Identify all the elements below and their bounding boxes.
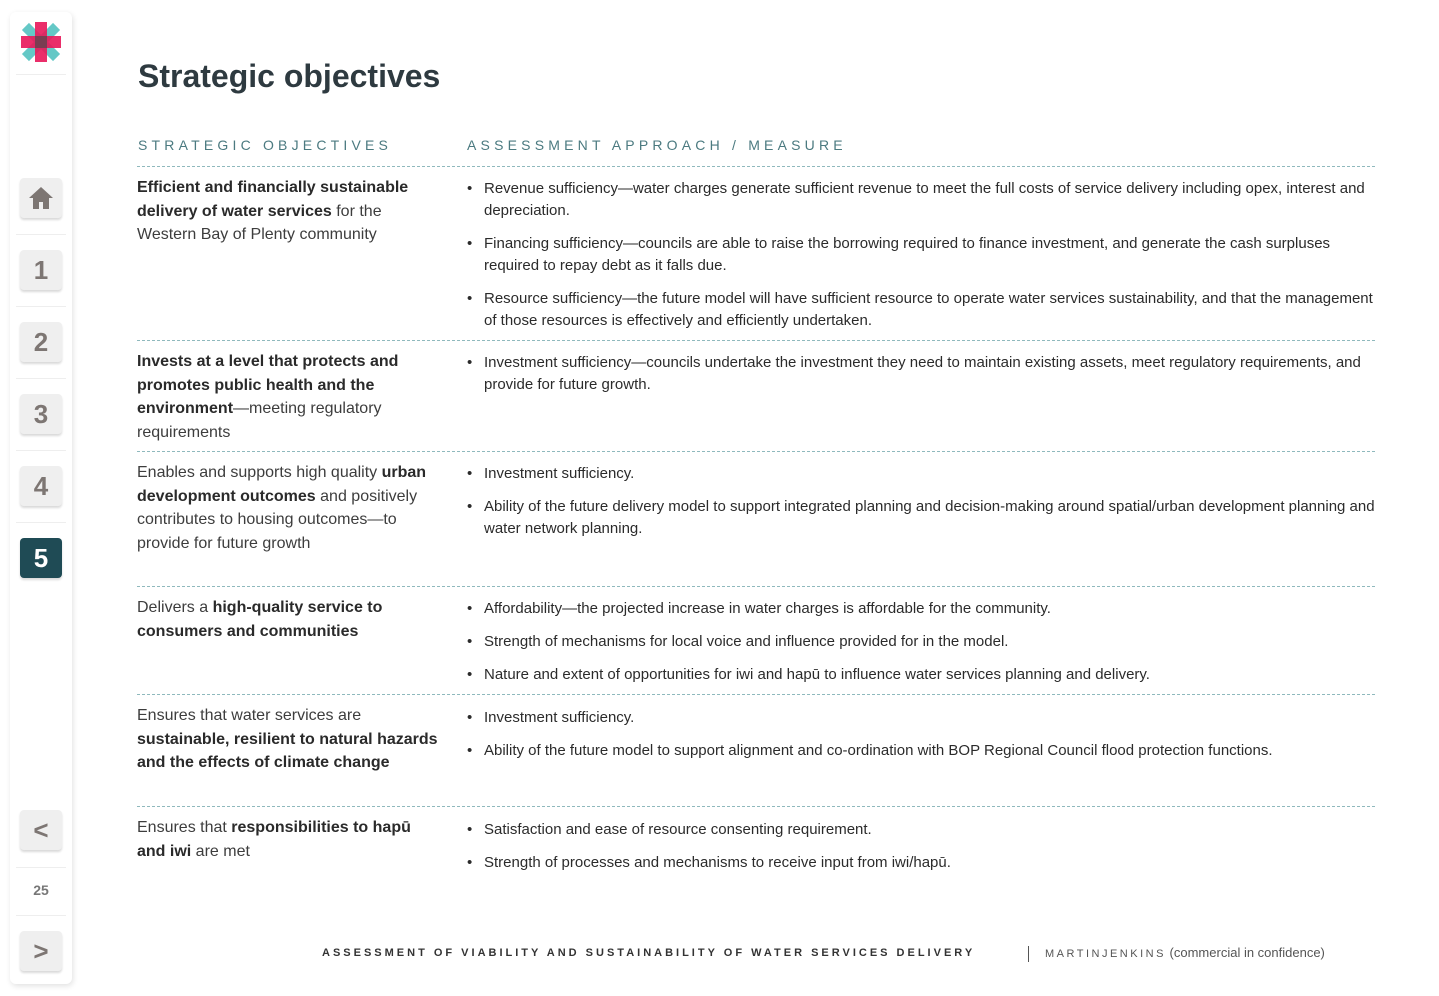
objective-bold-text: responsibilities to hapū and iwi — [137, 819, 411, 860]
objective-cell — [137, 816, 442, 863]
row-divider — [137, 340, 1375, 341]
measure-bullet: • Investment sufficiency—councils undertake the investment they need to maintain existing assets, meet regulatory requirements, and provide for future growth. — [467, 352, 1384, 396]
measure-bullet: • Strength of processes and mechanisms to receive input from iwi/hapū. — [467, 852, 1384, 874]
objective-cell — [137, 704, 442, 775]
objective-text: are met — [191, 842, 250, 860]
footer-brand-block — [1028, 945, 1325, 962]
row-divider — [137, 166, 1375, 167]
measure-bullet: • Satisfaction and ease of resource consenting requirement. — [467, 819, 1384, 841]
objective-bold-text: high-quality service to consumers and communities — [137, 599, 383, 640]
next-page-button[interactable]: > — [20, 931, 62, 971]
footer-title: ASSESSMENT OF VIABILITY AND SUSTAINABILITY OF WATER SERVICES DELIVERY — [322, 947, 976, 959]
page-title: Strategic objectives — [138, 58, 441, 94]
row-divider — [137, 694, 1375, 695]
row-divider — [137, 586, 1375, 587]
measure-bullet: • Revenue sufficiency—water charges generate sufficient revenue to meet the full costs of service delivery including opex, interest and depreciation. — [467, 178, 1384, 222]
measure-bullet: • Financing sufficiency—councils are able to raise the borrowing required to finance investment, and generate the cash surpluses required to repay debt as it falls due. — [467, 233, 1384, 277]
objective-bold-text: sustainable, resilient to natural hazards and the effects of climate change — [137, 730, 438, 771]
nav-section-1[interactable]: 1 — [20, 250, 62, 290]
nav-section-3[interactable]: 3 — [20, 394, 62, 434]
objective-text: —meeting regulatory requirements — [137, 400, 382, 441]
objective-text: Delivers a — [137, 599, 213, 616]
measure-bullet: • Ability of the future model to support alignment and co-ordination with BOP Regional Council flood protection functions. — [467, 740, 1384, 762]
nav-section-4[interactable]: 4 — [20, 466, 62, 506]
sidebar — [10, 12, 72, 984]
objective-cell — [137, 596, 442, 643]
home-icon — [28, 186, 54, 210]
objective-bold-text: Invests at a level that protects and promotes public health and the environment — [137, 353, 399, 417]
objective-text: Enables and supports high quality — [137, 464, 382, 481]
objective-text: Ensures that water services are — [137, 707, 362, 724]
measure-bullet: • Ability of the future delivery model to support integrated planning and decision-making around spatial/urban development planning and water network planning. — [467, 496, 1384, 540]
objective-cell — [137, 176, 442, 247]
footer-brand: MARTINJENKINS — [1045, 948, 1166, 960]
nav-section-5[interactable]: 5 — [20, 538, 62, 578]
row-divider — [137, 806, 1375, 807]
footer-divider — [1028, 946, 1029, 962]
page-number: 25 — [33, 882, 49, 898]
nav-section-2[interactable]: 2 — [20, 322, 62, 362]
measure-bullet: • Resource sufficiency—the future model will have sufficient resource to operate water services sustainability, and that the management of those resources is effectively and efficiently undertaken. — [467, 288, 1384, 332]
row-divider — [137, 451, 1375, 452]
objective-text: Ensures that — [137, 819, 232, 836]
measure-bullet: • Nature and extent of opportunities for iwi and hapū to influence water services planning and delivery. — [467, 664, 1384, 686]
home-button[interactable] — [20, 178, 62, 218]
measure-bullet: • Strength of mechanisms for local voice and influence provided for in the model. — [467, 631, 1384, 653]
objective-text: for the Western Bay of Plenty community — [137, 202, 382, 243]
objective-cell — [137, 461, 442, 555]
prev-page-button[interactable]: < — [20, 810, 62, 850]
footer-note: (commercial in confidence) — [1169, 945, 1325, 960]
measure-bullet: • Investment sufficiency. — [467, 463, 1384, 485]
objective-bold-text: urban development outcomes — [137, 464, 427, 505]
column-header-objectives: STRATEGIC OBJECTIVES — [138, 137, 393, 153]
measure-bullet: • Investment sufficiency. — [467, 707, 1384, 729]
measure-bullet: • Affordability—the projected increase in water charges is affordable for the community. — [467, 598, 1384, 620]
column-header-measures: ASSESSMENT APPROACH / MEASURE — [467, 137, 847, 153]
logo-icon — [21, 22, 61, 62]
objective-cell — [137, 350, 442, 444]
objective-bold-text: Efficient and financially sustainable delivery of water services — [137, 179, 409, 220]
objective-text: and positively contributes to housing outcomes—to provide for future growth — [137, 487, 418, 552]
